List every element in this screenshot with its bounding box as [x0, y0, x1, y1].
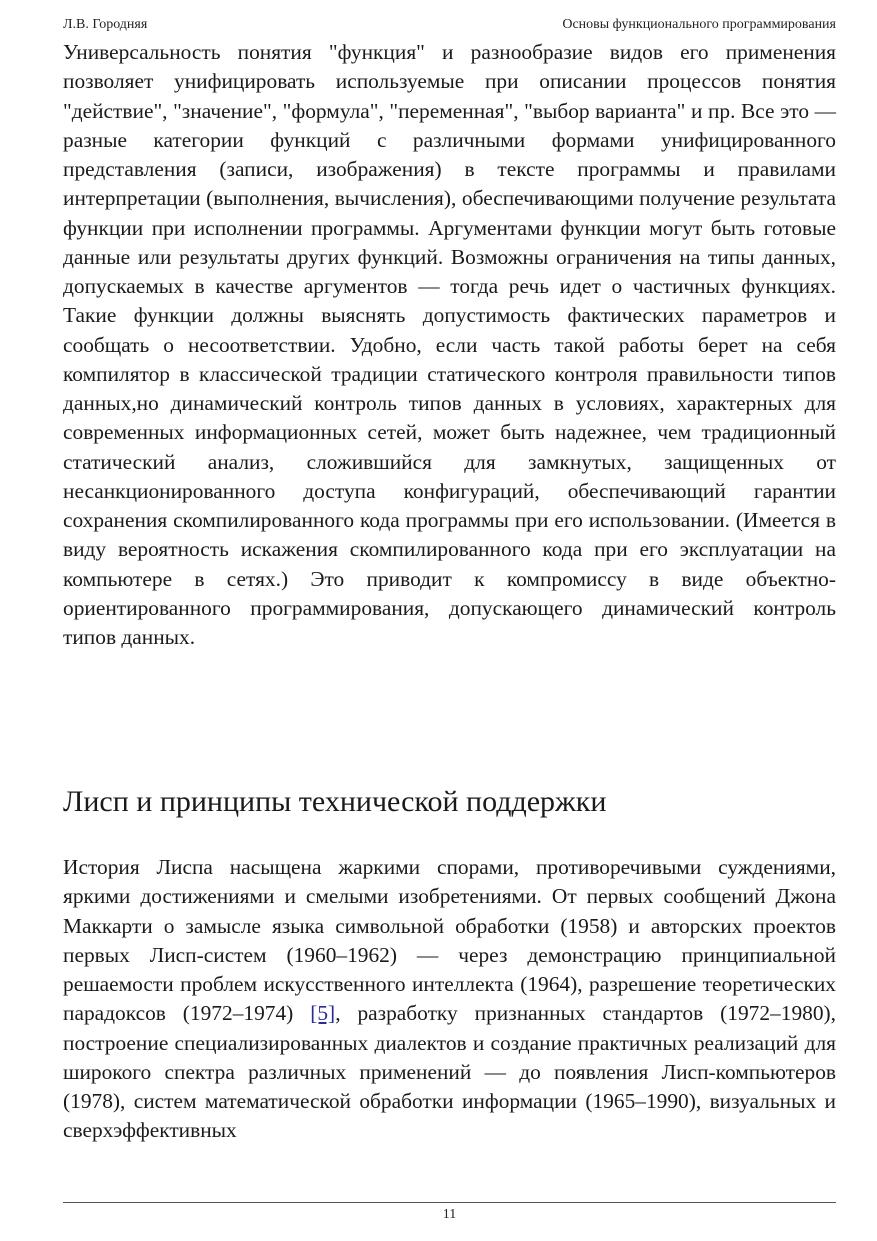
header-book-title: Основы функционального программирования — [562, 17, 836, 32]
footer-divider — [63, 1202, 836, 1203]
running-header — [63, 16, 836, 34]
header-author: Л.В. Городняя — [63, 17, 148, 32]
section-heading: Лисп и принципы технической поддержки — [63, 785, 607, 818]
paragraph-2-text-start: История Лиспа насыщена жаркими спорами, противоречивыми суждениями, яркими достижениями и смелыми изобретениями. От первых сообщений Джона Маккарти о замысле языка символьной обработки (1958) и авторских проектов первых Лисп-систем (1960–1962) — через демонстрацию принципиальной решаемости проблем искусственного интеллекта (1964), разрешение теоретических парадоксов (1972–1974) — [63, 855, 836, 1026]
paragraph-2-text-end: , разработку признанных стандартов (1972–1980), построение специализированных диалектов и создание практичных реализаций для широкого спектра различных применений — до появления Лисп-компьютеров (1978), систем математической обработки информации (1965–1990), визуальных и сверхэффективных — [63, 1001, 836, 1143]
citation-link[interactable]: [5] — [310, 1001, 336, 1026]
body-paragraph-2 — [63, 853, 836, 1146]
page-number: 11 — [442, 1207, 457, 1222]
body-paragraph-1: Универсальность понятия "функция" и разнообразие видов его применения позволяет унифицировать используемые при описании процессов понятия "действие", "значение", "формула", "переменная", "выбор варианта" и пр. Все это — разные категории функций с различными формами унифицированного представления (записи, изображения) в тексте программы и правилами интерпретации (выполнения, вычисления), обеспечивающими получение результата функции при исполнении программы. Аргументами функции могут быть готовые данные или результаты других функций. Возможны ограничения на типы данных, допускаемых в качестве аргументов — тогда речь идет о частичных функциях. Такие функции должны выяснять допустимость фактических параметров и сообщать о несоответствии. Удобно, если часть такой работы берет на себя компилятор в классической традиции статического контроля правильности типов данных,но динамический контроль типов данных в условиях, характерных для современных информационных сетей, может быть надежнее, чем традиционный статический анализ, сложившийся для замкнутых, защищенных от несанкционированного доступа конфигураций, обеспечивающий гарантии сохранения скомпилированного кода программы при его использовании. (Имеется в виду вероятность искажения скомпилированного кода при его эксплуатации на компьютере в сетях.) Это приводит к компромиссу в виде объектно-ориентированного программирования, допускающего динамический контроль типов данных. — [63, 40, 836, 649]
document-page — [63, 0, 836, 1241]
